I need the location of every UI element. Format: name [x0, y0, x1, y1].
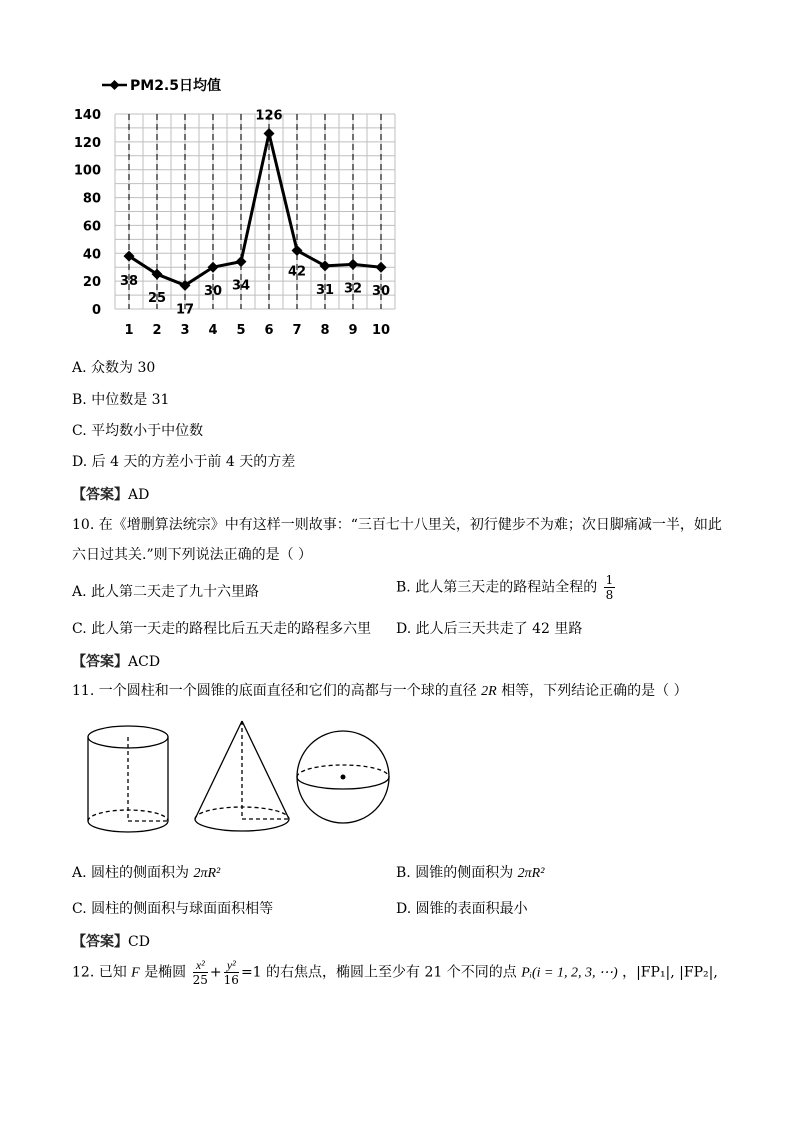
- y-tick-label: 80: [82, 191, 101, 207]
- x-tick-label: 10: [371, 323, 391, 338]
- option-b-math: 2πR²: [517, 866, 545, 881]
- answer-tag: 【答案】: [72, 487, 128, 503]
- q12-prefix: 12. 已知: [72, 964, 127, 981]
- y-tick-label: 120: [73, 135, 101, 151]
- q9-option-d: D. 后 4 天的方差小于前 4 天的方差: [72, 454, 296, 470]
- chart-legend: [102, 77, 221, 94]
- fraction-denominator: 8: [605, 588, 614, 602]
- data-label: 126: [255, 108, 283, 124]
- y-tick-label: 0: [91, 303, 101, 318]
- q12-variable-f: F: [131, 965, 140, 981]
- answer-tag: 【答案】: [72, 934, 128, 950]
- data-point-marker: [320, 260, 331, 271]
- data-point-marker: [236, 256, 247, 267]
- solids-figure: [80, 715, 400, 840]
- data-label: 38: [119, 274, 139, 290]
- q10-option-a: A. 此人第二天走了九十六里路: [72, 584, 260, 600]
- x-tick-label: 8: [320, 323, 330, 338]
- data-label: 32: [343, 281, 363, 297]
- option-a-text: A. 圆柱的侧面积为: [72, 865, 190, 881]
- option-b-text: B. 圆锥的侧面积为: [396, 865, 514, 881]
- plus-sign: +: [209, 964, 222, 981]
- q9-option-c: C. 平均数小于中位数: [72, 423, 204, 439]
- x-tick-label: 2: [152, 323, 162, 338]
- q11-option-d: D. 圆锥的表面积最小: [396, 901, 528, 917]
- x-tick-label: 1: [124, 323, 134, 338]
- x-tick-label: 5: [236, 323, 246, 338]
- q11-stem-variable: 2R: [481, 684, 497, 699]
- fraction-denominator: 25: [192, 973, 208, 987]
- pm25-line-chart: [70, 70, 410, 345]
- x-axis-ticks: [124, 323, 390, 338]
- data-point-marker: [292, 245, 303, 256]
- cone-figure: [195, 721, 289, 831]
- y-tick-label: 100: [73, 163, 101, 179]
- legend-label: PM2.5日均值: [130, 78, 221, 94]
- fraction-numerator: y²: [224, 958, 239, 973]
- answer-value: CD: [128, 934, 150, 950]
- q10-option-b: [396, 573, 617, 602]
- option-a-math: 2πR²: [193, 866, 221, 881]
- data-point-marker: [264, 128, 275, 139]
- q10-answer: [72, 651, 160, 671]
- q11-stem-suffix: 相等，下列结论正确的是（ ）: [501, 683, 688, 699]
- sphere-figure: [297, 731, 389, 823]
- q11-option-b: [396, 864, 544, 883]
- q10-stem-line2: 六日过其关.”则下列说法正确的是（ ）: [72, 547, 313, 563]
- answer-value: ACD: [128, 654, 161, 670]
- x-tick-label: 6: [264, 323, 274, 338]
- cylinder-figure: [88, 726, 168, 832]
- x-tick-label: 4: [208, 323, 218, 338]
- q11-option-c: C. 圆柱的侧面积与球面面积相等: [72, 901, 274, 917]
- y-tick-label: 20: [82, 275, 101, 291]
- chart-grid: [115, 114, 395, 309]
- q10-stem-line1: 10. 在《增删算法统宗》中有这样一则故事：“三百七十八里关，初行健步不为难；次日脚痛减一半，如此: [72, 517, 722, 533]
- option-b-text: B. 此人第三天走的路程站全程的: [396, 579, 598, 596]
- q12-text-ellipse: 是椭圆: [144, 964, 187, 981]
- data-point-marker: [376, 262, 387, 273]
- data-point-marker: [348, 259, 359, 270]
- data-label: 34: [231, 278, 251, 294]
- q12-text-focus: 的右焦点，椭圆上至少有 21 个不同的点: [266, 964, 517, 981]
- q10-option-d: D. 此人后三天共走了 42 里路: [396, 621, 583, 637]
- y-tick-label: 140: [73, 108, 101, 123]
- data-label: 31: [315, 282, 335, 298]
- answer-tag: 【答案】: [72, 654, 128, 670]
- y-axis-ticks: [74, 108, 101, 318]
- fraction-y2-over-16: [224, 958, 239, 987]
- q12-stem: [72, 958, 718, 987]
- q12-points: Pᵢ(i = 1, 2, 3, ⋯): [521, 965, 618, 981]
- q10-option-c: C. 此人第一天走的路程比后五天走的路程多六里: [72, 621, 372, 637]
- fraction-numerator: x²: [193, 958, 208, 973]
- data-label: 25: [147, 291, 167, 307]
- q9-answer: [72, 484, 149, 504]
- y-tick-label: 60: [82, 219, 101, 235]
- data-label: 30: [203, 284, 223, 300]
- fraction-x2-over-25: [193, 958, 208, 987]
- fraction-numerator: 1: [605, 573, 614, 587]
- data-label: 30: [371, 284, 391, 300]
- data-label: 17: [175, 302, 195, 318]
- sphere-center-dot: [341, 775, 346, 780]
- x-tick-label: 7: [292, 323, 302, 338]
- y-tick-label: 40: [82, 247, 101, 263]
- data-label: 42: [287, 264, 307, 280]
- legend-marker-icon: [110, 80, 120, 90]
- equals-one: =1: [240, 964, 262, 981]
- q11-stem-text: 11. 一个圆柱和一个圆锥的底面直径和它们的高都与一个球的直径: [72, 683, 477, 699]
- q12-tail: ，|FP₁|, |FP₂|,: [622, 964, 718, 981]
- q11-stem: [72, 682, 688, 701]
- x-tick-label: 9: [348, 323, 358, 338]
- x-tick-label: 3: [180, 323, 190, 338]
- fraction-denominator: 16: [223, 973, 239, 987]
- q9-option-b: B. 中位数是 31: [72, 392, 170, 408]
- answer-value: AD: [128, 487, 150, 503]
- q9-option-a: A. 众数为 30: [72, 360, 156, 376]
- q11-option-a: [72, 864, 220, 883]
- q11-answer: [72, 931, 150, 951]
- fraction-one-eighth: [604, 573, 616, 602]
